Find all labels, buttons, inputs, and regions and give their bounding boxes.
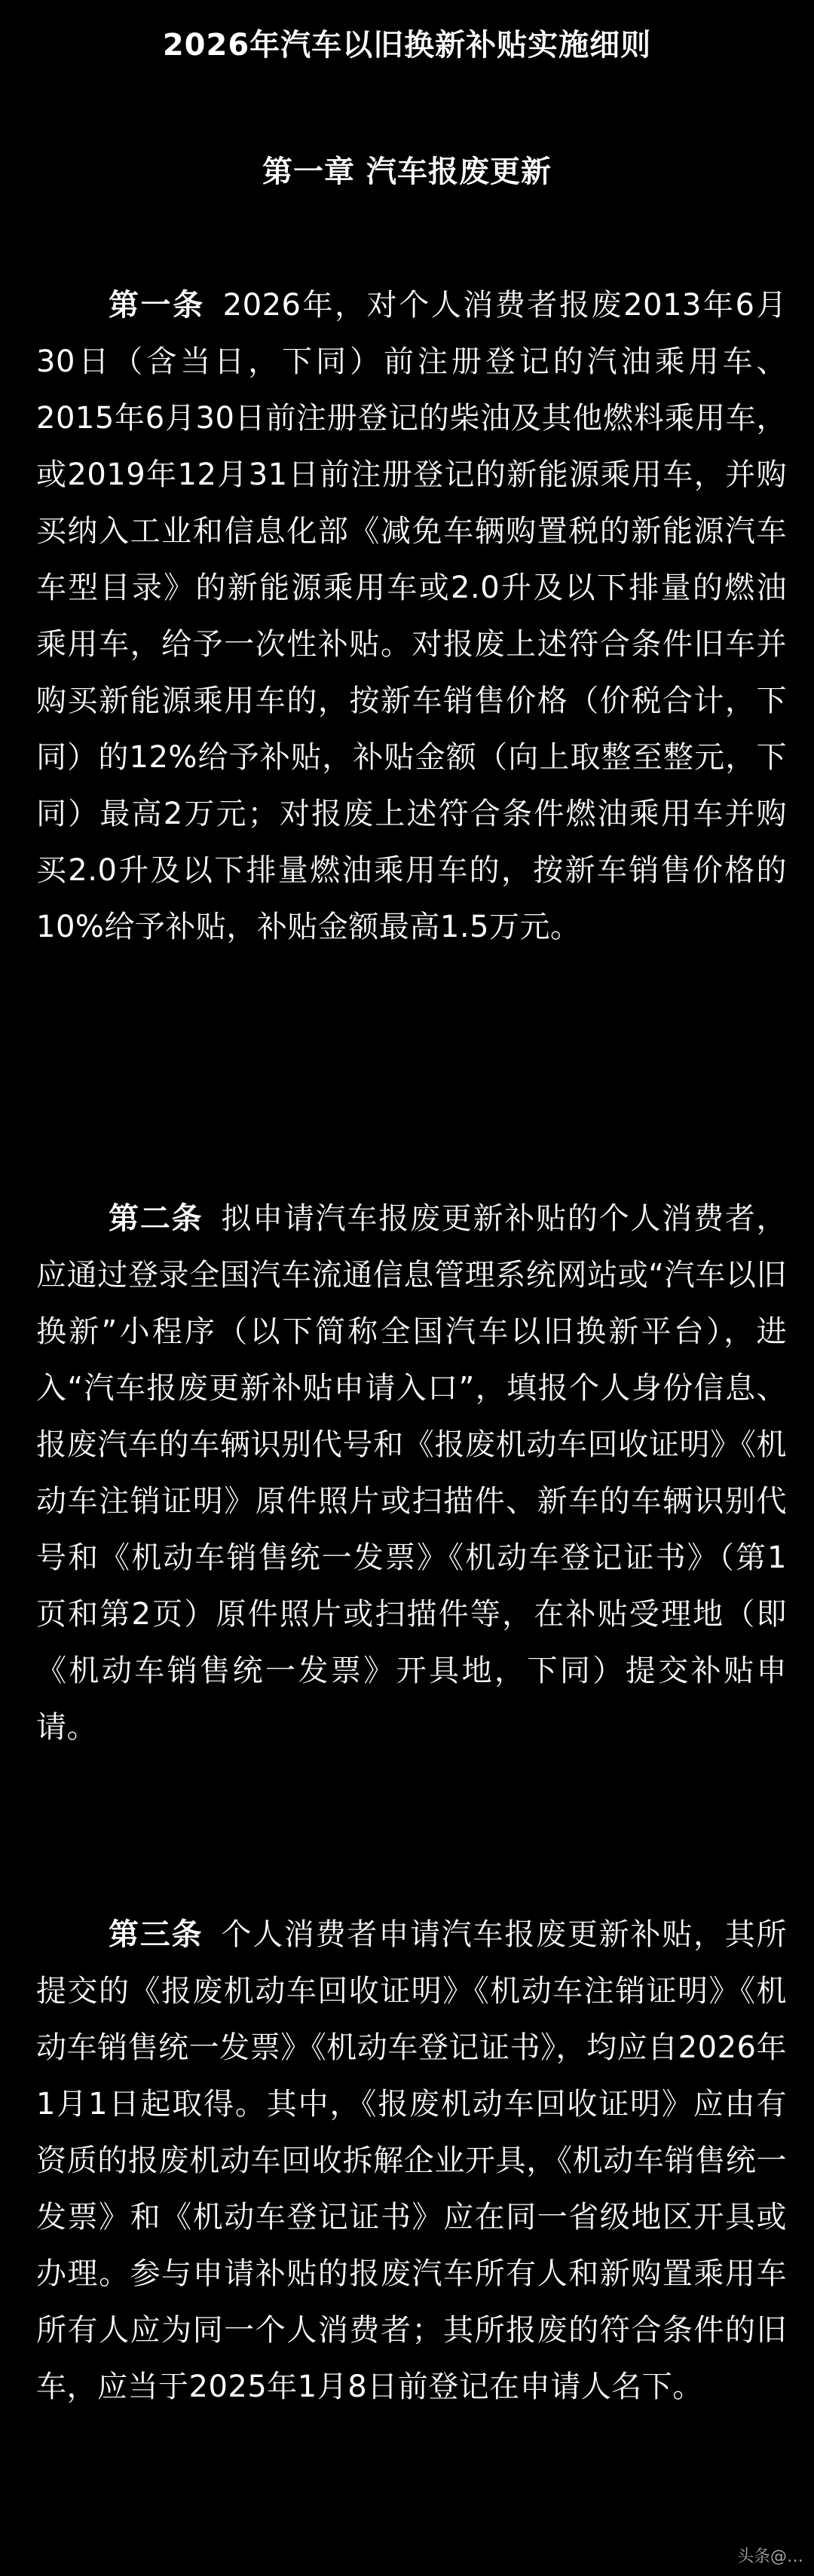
chapter-title: 第一章 汽车报废更新	[262, 154, 552, 189]
article-3	[36, 1907, 787, 2415]
article-1	[36, 277, 787, 956]
watermark: 头条@…	[736, 2547, 803, 2566]
article-2-number: 第二条	[109, 1201, 204, 1236]
article-1-text: 2026年，对个人消费者报废2013年6月30日（含当日，下同）前注册登记的汽油乘用车、2015年6月30日前注册登记的柴油及其他燃料乘用车，或2019年12月31日前注册登记的新能源乘用车，并购买纳入工业和信息化部《减免车辆购置税的新能源汽车车型目录》的新能源乘用车或2.0升及以下排量的燃油乘用车，给予一次性补贴。对报废上述符合条件旧车并购买新能源乘用车的，按新车销售价格（价税合计，下同）的12%给予补贴，补贴金额（向上取整至整元，下同）最高2万元；对报废上述符合条件燃油乘用车并购买2.0升及以下排量燃油乘用车的，按新车销售价格的10%给予补贴，补贴金额最高1.5万元。	[36, 288, 787, 944]
article-3-text: 个人消费者申请汽车报废更新补贴，其所提交的《报废机动车回收证明》《机动车注销证明》《机动车销售统一发票》《机动车登记证书》，均应自2026年1月1日起取得。其中，《报废机动车回收证明》应由有资质的报废机动车回收拆解企业开具，《机动车销售统一发票》和《机动车登记证书》应在同一省级地区开具或办理。参与申请补贴的报废汽车所有人和新购置乘用车所有人应为同一个人消费者；其所报废的符合条件的旧车，应当于2025年1月8日前登记在申请人名下。	[36, 1917, 788, 2404]
article-1-number: 第一条	[109, 288, 205, 323]
document-title: 2026年汽车以旧换新补贴实施细则	[162, 28, 652, 63]
article-3-number: 第三条	[109, 1917, 204, 1952]
article-2	[36, 1191, 787, 1756]
article-2-text: 拟申请汽车报废更新补贴的个人消费者，应通过登录全国汽车流通信息管理系统网站或“汽车以旧换新”小程序（以下简称全国汽车以旧换新平台），进入“汽车报废更新补贴申请入口”，填报个人身份信息、报废汽车的车辆识别代号和《报废机动车回收证明》《机动车注销证明》原件照片或扫描件、新车的车辆识别代号和《机动车销售统一发票》《机动车登记证书》（第1页和第2页）原件照片或扫描件等，在补贴受理地（即《机动车销售统一发票》开具地，下同）提交补贴申请。	[36, 1201, 788, 1745]
